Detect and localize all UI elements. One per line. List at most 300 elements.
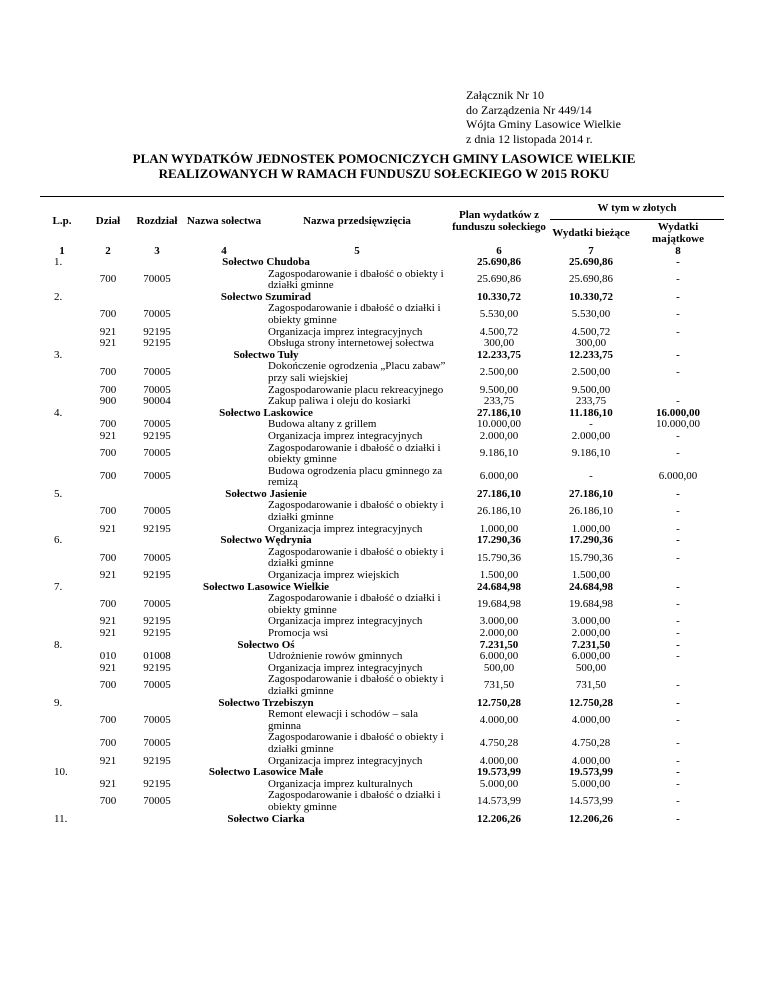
cell-solectwo: Sołectwo Oś bbox=[237, 638, 295, 651]
cell-majatkowe: - bbox=[676, 429, 680, 442]
cell-dzial: 700 bbox=[99, 598, 117, 611]
ordinance-reference: do Zarządzenia Nr 449/14 bbox=[466, 102, 592, 117]
cell-nazwa: Remont elewacji i schodów – sala gminna bbox=[268, 708, 418, 732]
cell-plan: 12.233,75 bbox=[477, 348, 521, 361]
cell-majatkowe: - bbox=[676, 650, 680, 663]
cell-majatkowe: - bbox=[676, 534, 680, 547]
cell-majatkowe: - bbox=[676, 737, 680, 750]
cell-lp: 4. bbox=[54, 406, 63, 419]
col-number-8: 8 bbox=[675, 245, 681, 257]
cell-plan: 2.000,00 bbox=[479, 429, 519, 442]
cell-dzial: 921 bbox=[99, 337, 117, 350]
cell-majatkowe: - bbox=[676, 598, 680, 611]
cell-biezace: 9.500,00 bbox=[571, 383, 611, 396]
cell-nazwa: Organizacja imprez integracyjnych bbox=[268, 754, 423, 767]
cell-nazwa: Dokończenie ogrodzenia „Placu zabaw” przy sali wiejskiej bbox=[268, 360, 446, 384]
cell-nazwa: Udrożnienie rowów gminnych bbox=[268, 650, 403, 663]
cell-biezace: 25.690,86 bbox=[569, 273, 613, 286]
col-number-2: 2 bbox=[105, 245, 111, 257]
table-body bbox=[40, 257, 724, 825]
cell-lp bbox=[40, 419, 84, 431]
cell-nazwa: Organizacja imprez integracyjnych bbox=[268, 661, 423, 674]
table-row bbox=[40, 756, 724, 768]
cell-solectwo bbox=[182, 709, 266, 732]
cell-dzial: 921 bbox=[99, 627, 117, 639]
cell-rozdzial: 70005 bbox=[143, 470, 171, 483]
cell-nazwa: Promocja wsi bbox=[268, 627, 329, 639]
cell-lp bbox=[40, 790, 84, 813]
cell-plan: 1.500,00 bbox=[479, 569, 519, 582]
cell-lp bbox=[40, 361, 84, 384]
cell-dzial: 700 bbox=[99, 551, 117, 564]
cell-nazwa: Organizacja imprez kulturalnych bbox=[268, 777, 413, 790]
cell-lp bbox=[40, 547, 84, 570]
cell-solectwo bbox=[182, 593, 266, 616]
cell-biezace: 2.500,00 bbox=[571, 366, 611, 379]
cell-solectwo bbox=[182, 443, 266, 466]
cell-solectwo bbox=[182, 431, 266, 443]
cell-rozdzial: 70005 bbox=[143, 598, 171, 611]
cell-lp: 10. bbox=[54, 766, 68, 779]
table-row bbox=[40, 303, 724, 326]
cell-lp bbox=[40, 593, 84, 616]
cell-biezace: 3.000,00 bbox=[571, 615, 611, 628]
cell-biezace: 500,00 bbox=[575, 661, 607, 674]
cell-lp bbox=[40, 616, 84, 628]
col-number-5: 5 bbox=[354, 245, 360, 257]
cell-solectwo bbox=[182, 663, 266, 675]
cell-plan: 300,00 bbox=[483, 337, 515, 350]
table-row bbox=[40, 396, 724, 408]
cell-plan: 233,75 bbox=[483, 395, 515, 408]
cell-rozdzial: 70005 bbox=[143, 383, 171, 396]
cell-biezace: 6.000,00 bbox=[571, 650, 611, 663]
cell-dzial: 700 bbox=[99, 795, 117, 808]
table-row bbox=[40, 500, 724, 523]
cell-dzial: 700 bbox=[99, 366, 117, 379]
cell-lp bbox=[40, 396, 84, 408]
cell-solectwo bbox=[182, 419, 266, 431]
table-row bbox=[40, 570, 724, 582]
cell-majatkowe: - bbox=[676, 679, 680, 692]
cell-lp: 9. bbox=[54, 696, 63, 709]
cell-rozdzial: 92195 bbox=[143, 754, 171, 767]
cell-lp bbox=[40, 524, 84, 536]
cell-solectwo bbox=[182, 303, 266, 326]
cell-plan: 17.290,36 bbox=[477, 534, 521, 547]
cell-lp: 6. bbox=[54, 534, 63, 547]
solectwo-summary-row bbox=[40, 257, 724, 269]
cell-biezace: 24.684,98 bbox=[569, 580, 613, 593]
cell-plan: 9.186,10 bbox=[479, 447, 519, 460]
cell-lp bbox=[40, 338, 84, 350]
cell-plan: 10.000,00 bbox=[477, 418, 521, 431]
cell-plan: 731,50 bbox=[483, 679, 515, 692]
cell-lp bbox=[40, 674, 84, 697]
cell-majatkowe: - bbox=[676, 366, 680, 379]
cell-plan: 6.000,00 bbox=[479, 470, 519, 483]
cell-dzial: 921 bbox=[99, 777, 117, 790]
cell-lp: 5. bbox=[54, 487, 63, 500]
cell-majatkowe: - bbox=[676, 777, 680, 790]
cell-majatkowe: - bbox=[676, 395, 680, 408]
cell-lp bbox=[40, 466, 84, 489]
cell-plan: 9.500,00 bbox=[479, 383, 519, 396]
cell-solectwo bbox=[182, 361, 266, 384]
document-title bbox=[40, 151, 728, 181]
cell-lp bbox=[40, 628, 84, 640]
cell-biezace: 11.186,10 bbox=[569, 406, 613, 419]
cell-nazwa: Zagospodarowanie i dbałość o obiekty i działki gminne bbox=[268, 545, 444, 570]
cell-rozdzial: 92195 bbox=[143, 337, 171, 350]
cell-lp: 1. bbox=[54, 256, 63, 268]
cell-solectwo: Sołectwo Laskowice bbox=[219, 406, 313, 419]
table-row bbox=[40, 732, 724, 755]
cell-majatkowe bbox=[632, 338, 724, 350]
cell-dzial: 900 bbox=[99, 395, 117, 408]
cell-lp bbox=[40, 570, 84, 582]
cell-majatkowe: - bbox=[676, 754, 680, 767]
cell-plan: 24.684,98 bbox=[477, 580, 521, 593]
cell-biezace: - bbox=[589, 418, 593, 431]
cell-plan: 19.684,98 bbox=[477, 598, 521, 611]
cell-dzial: 700 bbox=[99, 679, 117, 692]
cell-biezace: 12.233,75 bbox=[569, 348, 613, 361]
cell-lp bbox=[40, 779, 84, 791]
cell-solectwo: Sołectwo Lasowice Wielkie bbox=[202, 580, 330, 593]
cell-nazwa: Zagospodarowanie i dbałość o działki i obiekty gminne bbox=[268, 302, 441, 326]
cell-lp bbox=[40, 651, 84, 663]
cell-biezace: - bbox=[589, 470, 593, 483]
cell-rozdzial: 92195 bbox=[143, 777, 171, 790]
table-row bbox=[40, 361, 724, 384]
cell-solectwo bbox=[182, 790, 266, 813]
cell-majatkowe: - bbox=[676, 713, 680, 726]
cell-rozdzial: 70005 bbox=[143, 505, 171, 518]
cell-plan: 10.330,72 bbox=[477, 290, 521, 303]
cell-nazwa: Budowa altany z grillem bbox=[268, 418, 377, 431]
cell-biezace: 5.000,00 bbox=[571, 777, 611, 790]
cell-solectwo: Sołectwo Wędrynia bbox=[220, 534, 312, 547]
cell-majatkowe: 6.000,00 bbox=[658, 470, 698, 483]
cell-biezace: 15.790,36 bbox=[569, 551, 613, 564]
cell-solectwo: Sołectwo Ciarka bbox=[227, 812, 305, 825]
cell-biezace: 12.206,26 bbox=[569, 812, 613, 825]
cell-biezace: 233,75 bbox=[575, 395, 607, 408]
cell-solectwo: Sołectwo Szumirad bbox=[220, 290, 312, 303]
table-row bbox=[40, 593, 724, 616]
cell-nazwa: Zagospodarowanie i dbałość o działki i obiekty gminne bbox=[268, 789, 441, 813]
cell-solectwo bbox=[182, 385, 266, 397]
cell-plan: 4.750,28 bbox=[479, 737, 519, 750]
cell-lp: 7. bbox=[54, 580, 63, 593]
cell-nazwa: Organizacja imprez integracyjnych bbox=[268, 429, 423, 442]
cell-majatkowe: - bbox=[676, 551, 680, 564]
cell-solectwo bbox=[182, 779, 266, 791]
cell-dzial: 700 bbox=[99, 273, 117, 286]
cell-rozdzial: 70005 bbox=[143, 679, 171, 692]
cell-nazwa: Zagospodarowanie i dbałość o obiekty i działki gminne bbox=[268, 731, 444, 755]
cell-rozdzial: 92195 bbox=[143, 569, 171, 582]
cell-biezace: 26.186,10 bbox=[569, 505, 613, 518]
cell-majatkowe: - bbox=[676, 325, 680, 338]
cell-biezace: 9.186,10 bbox=[571, 447, 611, 460]
cell-plan: 4.000,00 bbox=[479, 713, 519, 726]
cell-nazwa: Obsługa strony internetowej sołectwa bbox=[268, 337, 434, 350]
cell-dzial: 700 bbox=[99, 505, 117, 518]
cell-lp bbox=[40, 443, 84, 466]
col-header-nazwa-przedsiewziecia: Nazwa przedsięwzięcia bbox=[303, 215, 411, 227]
cell-solectwo: Sołectwo Chudoba bbox=[222, 256, 310, 268]
table-row bbox=[40, 466, 724, 489]
cell-solectwo: Sołectwo Tuły bbox=[233, 348, 299, 361]
cell-lp bbox=[40, 385, 84, 397]
cell-rozdzial: 01008 bbox=[143, 650, 171, 663]
cell-dzial: 700 bbox=[99, 737, 117, 750]
cell-rozdzial: 92195 bbox=[143, 522, 171, 535]
cell-rozdzial: 92195 bbox=[143, 661, 171, 674]
cell-majatkowe: - bbox=[676, 348, 680, 361]
cell-plan: 7.231,50 bbox=[479, 638, 519, 651]
cell-nazwa: Zagospodarowanie placu rekreacyjnego bbox=[268, 383, 444, 396]
cell-biezace: 10.330,72 bbox=[569, 290, 613, 303]
cell-dzial: 921 bbox=[99, 754, 117, 767]
cell-majatkowe bbox=[632, 663, 724, 675]
cell-biezace: 4.000,00 bbox=[571, 754, 611, 767]
cell-nazwa: Zagospodarowanie i dbałość o obiekty i działki gminne bbox=[268, 673, 444, 697]
table-row bbox=[40, 269, 724, 292]
cell-majatkowe: - bbox=[676, 766, 680, 779]
cell-nazwa: Zagospodarowanie i dbałość o obiekty i działki gminne bbox=[268, 499, 444, 524]
col-number-4: 4 bbox=[221, 245, 227, 257]
cell-rozdzial: 70005 bbox=[143, 308, 171, 321]
cell-rozdzial: 90004 bbox=[143, 395, 171, 408]
col-header-majatkowe: Wydatki majątkowe bbox=[632, 220, 724, 246]
cell-solectwo: Sołectwo Jasienie bbox=[225, 487, 307, 500]
attachment-header bbox=[466, 88, 621, 146]
cell-dzial: 921 bbox=[99, 325, 117, 338]
table-row bbox=[40, 709, 724, 732]
cell-dzial: 700 bbox=[99, 383, 117, 396]
cell-solectwo bbox=[182, 547, 266, 570]
cell-majatkowe: 16.000,00 bbox=[656, 406, 700, 419]
col-header-dzial: Dział bbox=[95, 215, 121, 227]
cell-lp bbox=[40, 500, 84, 523]
cell-biezace: 4.500,72 bbox=[571, 325, 611, 338]
cell-plan: 2.500,00 bbox=[479, 366, 519, 379]
cell-majatkowe: - bbox=[676, 627, 680, 639]
cell-majatkowe: - bbox=[676, 487, 680, 500]
cell-solectwo bbox=[182, 269, 266, 292]
cell-dzial: 700 bbox=[99, 470, 117, 483]
col-number-7: 7 bbox=[588, 245, 594, 257]
table-row bbox=[40, 524, 724, 536]
solectwo-summary-row bbox=[40, 767, 724, 779]
cell-rozdzial: 92195 bbox=[143, 325, 171, 338]
col-number-3: 3 bbox=[154, 245, 160, 257]
cell-plan: 1.000,00 bbox=[479, 522, 519, 535]
table-row bbox=[40, 547, 724, 570]
cell-plan: 25.690,86 bbox=[477, 273, 521, 286]
cell-rozdzial: 70005 bbox=[143, 713, 171, 726]
cell-plan: 14.573,99 bbox=[477, 795, 521, 808]
cell-dzial: 700 bbox=[99, 308, 117, 321]
table-row bbox=[40, 338, 724, 350]
cell-solectwo bbox=[182, 466, 266, 489]
solectwo-summary-row bbox=[40, 814, 724, 826]
cell-majatkowe: - bbox=[676, 447, 680, 460]
title-line-2: REALIZOWANYCH W RAMACH FUNDUSZU SOŁECKIEGO W 2015 ROKU bbox=[158, 166, 610, 181]
cell-solectwo: Sołectwo Trzebiszyn bbox=[218, 696, 314, 709]
cell-biezace: 5.530,00 bbox=[571, 308, 611, 321]
cell-solectwo: Sołectwo Lasowice Małe bbox=[208, 766, 324, 779]
cell-dzial: 921 bbox=[99, 569, 117, 582]
cell-solectwo bbox=[182, 396, 266, 408]
col-header-lp: L.p. bbox=[52, 215, 72, 227]
cell-plan: 12.750,28 bbox=[477, 696, 521, 709]
cell-plan: 19.573,99 bbox=[477, 766, 521, 779]
cell-rozdzial: 92195 bbox=[143, 627, 171, 639]
cell-rozdzial: 92195 bbox=[143, 429, 171, 442]
cell-majatkowe: - bbox=[676, 812, 680, 825]
issuer: Wójta Gminy Lasowice Wielkie bbox=[466, 117, 621, 131]
cell-lp bbox=[40, 327, 84, 339]
cell-lp bbox=[40, 663, 84, 675]
cell-solectwo bbox=[182, 616, 266, 628]
col-header-biezace: Wydatki bieżące bbox=[550, 220, 632, 246]
cell-majatkowe: - bbox=[676, 308, 680, 321]
cell-nazwa: Organizacja imprez wiejskich bbox=[268, 569, 400, 582]
cell-plan: 27.186,10 bbox=[477, 487, 521, 500]
cell-biezace: 4.000,00 bbox=[571, 713, 611, 726]
cell-biezace: 19.573,99 bbox=[569, 766, 613, 779]
table-row bbox=[40, 628, 724, 640]
cell-nazwa: Zakup paliwa i oleju do kosiarki bbox=[268, 395, 411, 408]
cell-dzial: 700 bbox=[99, 447, 117, 460]
cell-majatkowe bbox=[632, 570, 724, 582]
cell-solectwo bbox=[182, 338, 266, 350]
cell-majatkowe: - bbox=[676, 638, 680, 651]
cell-biezace: 4.750,28 bbox=[571, 737, 611, 750]
cell-biezace: 12.750,28 bbox=[569, 696, 613, 709]
cell-plan: 6.000,00 bbox=[479, 650, 519, 663]
cell-plan: 5.530,00 bbox=[479, 308, 519, 321]
cell-biezace: 25.690,86 bbox=[569, 256, 613, 268]
cell-nazwa: Organizacja imprez integracyjnych bbox=[268, 522, 423, 535]
table-row bbox=[40, 443, 724, 466]
cell-majatkowe: - bbox=[676, 696, 680, 709]
cell-dzial: 700 bbox=[99, 418, 117, 431]
cell-dzial: 921 bbox=[99, 615, 117, 628]
cell-rozdzial: 70005 bbox=[143, 551, 171, 564]
cell-majatkowe: - bbox=[676, 290, 680, 303]
cell-biezace: 17.290,36 bbox=[569, 534, 613, 547]
attachment-number: Załącznik Nr 10 bbox=[466, 88, 544, 102]
cell-plan: 4.500,72 bbox=[479, 325, 519, 338]
cell-majatkowe: 10.000,00 bbox=[656, 418, 700, 431]
cell-biezace: 300,00 bbox=[575, 337, 607, 350]
cell-solectwo bbox=[182, 500, 266, 523]
col-number-1: 1 bbox=[59, 245, 65, 257]
cell-plan: 2.000,00 bbox=[479, 627, 519, 639]
cell-rozdzial: 92195 bbox=[143, 615, 171, 628]
col-number-6: 6 bbox=[496, 245, 502, 257]
cell-nazwa: Zagospodarowanie i dbałość o działki i obiekty gminne bbox=[268, 441, 441, 466]
cell-biezace: 7.231,50 bbox=[571, 638, 611, 651]
table-row bbox=[40, 674, 724, 697]
cell-rozdzial: 70005 bbox=[143, 273, 171, 286]
cell-biezace: 2.000,00 bbox=[571, 429, 611, 442]
cell-majatkowe: - bbox=[676, 256, 680, 268]
cell-lp: 11. bbox=[54, 812, 68, 825]
cell-dzial: 700 bbox=[99, 713, 117, 726]
ordinance-date: z dnia 12 listopada 2014 r. bbox=[466, 131, 593, 146]
cell-biezace: 19.684,98 bbox=[569, 598, 613, 611]
cell-nazwa: Organizacja imprez integracyjnych bbox=[268, 615, 423, 628]
cell-plan: 500,00 bbox=[483, 661, 515, 674]
cell-lp bbox=[40, 709, 84, 732]
col-header-plan: Plan wydatków z funduszu sołeckiego bbox=[452, 209, 546, 233]
cell-rozdzial: 70005 bbox=[143, 366, 171, 379]
cell-lp: 3. bbox=[54, 348, 63, 361]
cell-biezace: 1.000,00 bbox=[571, 522, 611, 535]
cell-dzial: 921 bbox=[99, 522, 117, 535]
cell-lp bbox=[40, 269, 84, 292]
cell-biezace: 2.000,00 bbox=[571, 627, 611, 639]
cell-dzial: 010 bbox=[99, 650, 117, 663]
cell-solectwo bbox=[182, 674, 266, 697]
cell-lp bbox=[40, 431, 84, 443]
cell-lp bbox=[40, 303, 84, 326]
cell-majatkowe: - bbox=[676, 273, 680, 286]
expenditure-table bbox=[40, 196, 724, 825]
cell-biezace: 731,50 bbox=[575, 679, 607, 692]
cell-plan: 5.000,00 bbox=[479, 777, 519, 790]
cell-nazwa: Zagospodarowanie i dbałość o działki i obiekty gminne bbox=[268, 592, 441, 616]
cell-nazwa: Organizacja imprez integracyjnych bbox=[268, 325, 423, 338]
cell-majatkowe: - bbox=[676, 795, 680, 808]
cell-plan: 15.790,36 bbox=[477, 551, 521, 564]
cell-biezace: 1.500,00 bbox=[571, 569, 611, 582]
cell-lp: 8. bbox=[54, 638, 63, 651]
title-line-1: PLAN WYDATKÓW JEDNOSTEK POMOCNICZYCH GMINY LASOWICE WIELKIE bbox=[132, 151, 636, 166]
table-row bbox=[40, 431, 724, 443]
cell-lp: 2. bbox=[54, 290, 63, 303]
col-header-rozdzial: Rozdział bbox=[136, 215, 178, 227]
table-row bbox=[40, 790, 724, 813]
cell-solectwo bbox=[182, 628, 266, 640]
cell-rozdzial: 70005 bbox=[143, 795, 171, 808]
col-header-nazwa-solectwa: Nazwa sołectwa bbox=[186, 215, 262, 227]
cell-solectwo bbox=[182, 732, 266, 755]
cell-dzial: 921 bbox=[99, 429, 117, 442]
cell-plan: 12.206,26 bbox=[477, 812, 521, 825]
cell-nazwa: Budowa ogrodzenia placu gminnego za remizą bbox=[268, 464, 443, 489]
cell-rozdzial: 70005 bbox=[143, 447, 171, 460]
cell-solectwo bbox=[182, 327, 266, 339]
cell-nazwa: Zagospodarowanie i dbałość o obiekty i działki gminne bbox=[268, 267, 444, 292]
col-header-w-tym: W tym w złotych bbox=[597, 202, 677, 214]
cell-solectwo bbox=[182, 651, 266, 663]
cell-plan: 3.000,00 bbox=[479, 615, 519, 628]
cell-majatkowe: - bbox=[676, 580, 680, 593]
cell-plan: 4.000,00 bbox=[479, 754, 519, 767]
cell-biezace: 27.186,10 bbox=[569, 487, 613, 500]
cell-dzial: 921 bbox=[99, 661, 117, 674]
cell-plan: 25.690,86 bbox=[477, 256, 521, 268]
cell-solectwo bbox=[182, 570, 266, 582]
cell-majatkowe: - bbox=[676, 522, 680, 535]
